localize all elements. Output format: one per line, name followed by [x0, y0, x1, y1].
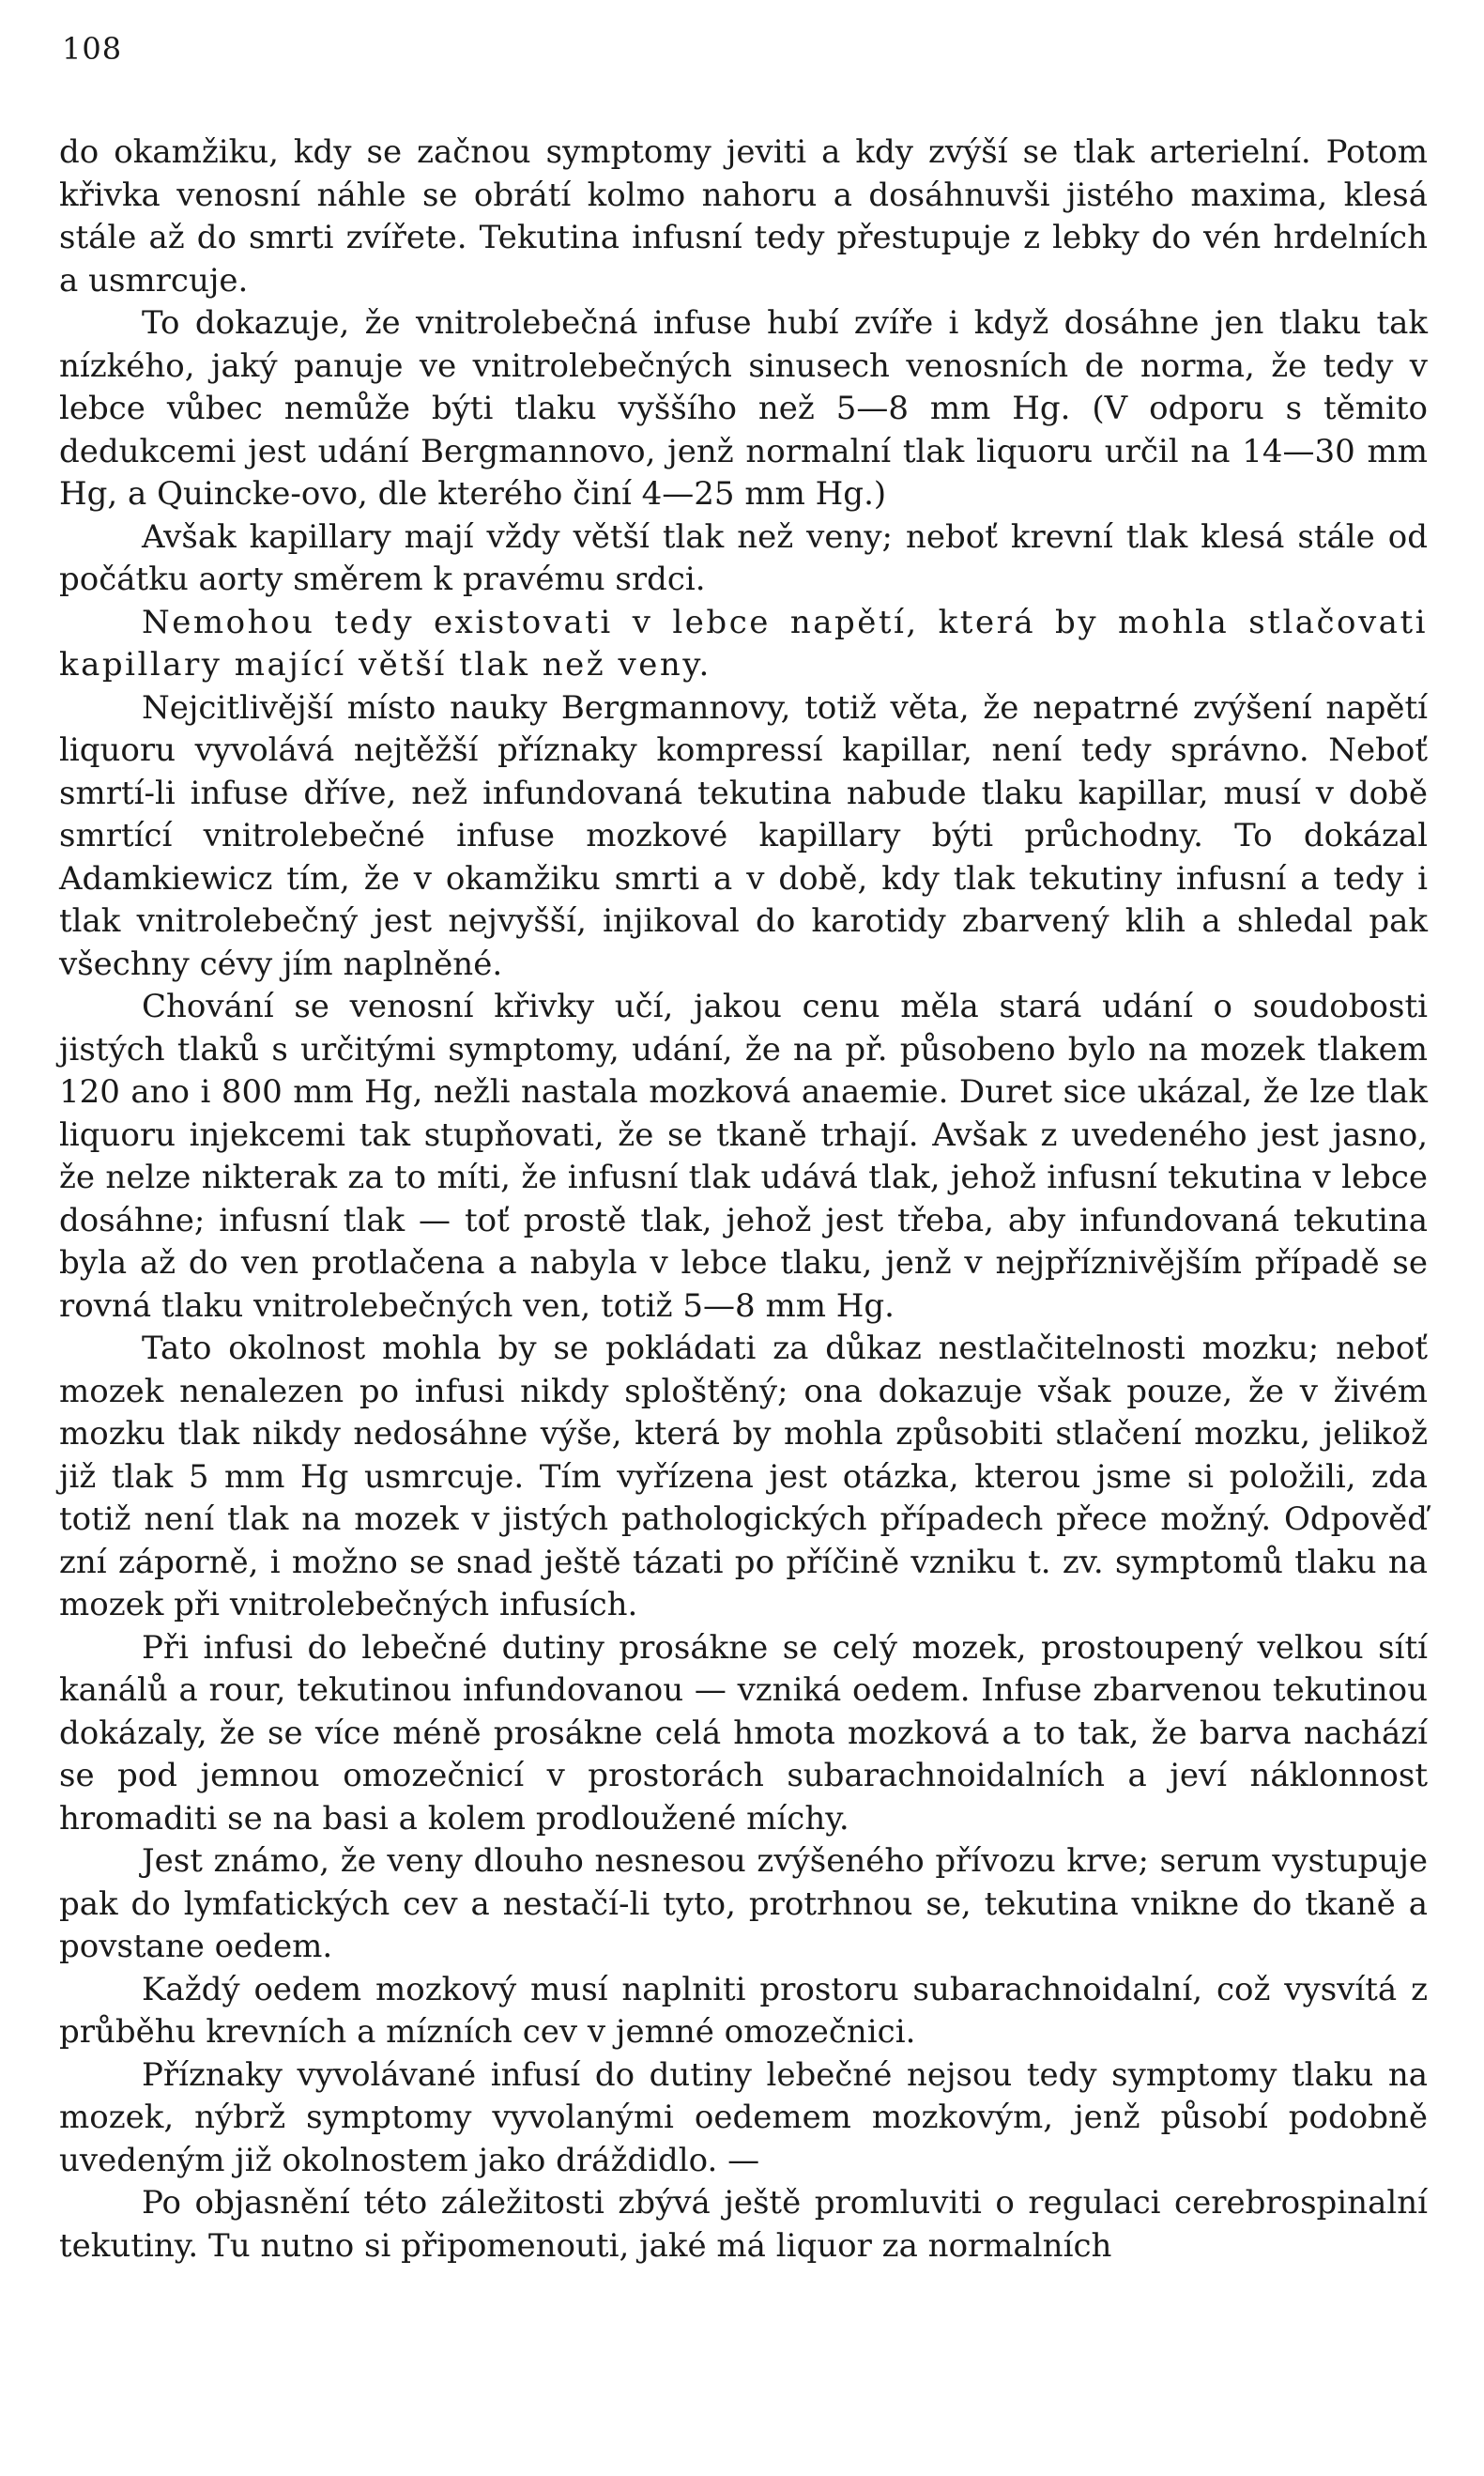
page-number: 108: [62, 31, 123, 67]
paragraph: Nejcitlivější místo nauky Bergmannovy, totiž věta, že nepatrné zvýšení napětí liquoru vyvolává nejtěžší příznaky kompressí kapillar, není tedy správno. Neboť smrtí-li infuse dříve, než infundovaná tekutina nabude tlaku kapillar, musí v době smrtící vnitrolebečné infuse mozkové kapillary býti průchodny. To dokázal Adamkiewicz tím, že v okamžiku smrti a v době, kdy tlak tekutiny infusní a tedy i tlak vnitrolebečný jest nejvyšší, injikoval do karotidy zbarvený klih a shledal pak všechny cévy jím naplněné.: [59, 688, 1428, 983]
paragraph: Každý oedem mozkový musí naplniti prostoru subarachnoidalní, což vysvítá z průběhu krevních a mízních cev v jemné omozečnici.: [59, 1970, 1428, 2051]
paragraph: Tato okolnost mohla by se pokládati za důkaz nestlačitelnosti mozku; neboť mozek nenalezen po infusi nikdy sploštěný; ona dokazuje však pouze, že v živém mozku tlak nikdy nedosáhne výše, která by mohla způsobiti stlačení mozku, jelikož již tlak 5 mm Hg usmrcuje. Tím vyřízena jest otázka, kterou jsme si položili, zda totiž není tlak na mozek v jistých pathologických případech přece možný. Odpověď zní záporně, i možno se snad ještě tázati po příčině vzniku t. zv. symptomů tlaku na mozek při vnitrolebečných infusích.: [59, 1330, 1428, 1623]
paragraph: Po objasnění této záležitosti zbývá ještě promluviti o regulaci cerebrospinalní tekutiny. Tu nutno si připomenouti, jaké má liquor za normalních: [59, 2184, 1428, 2265]
paragraph: Příznaky vyvolávané infusí do dutiny lebečné nejsou tedy symptomy tlaku na mozek, nýbrž symptomy vyvolanými oedemem mozkovým, jenž působí podobně uvedeným již okolnostem jako dráždidlo. —: [59, 2055, 1428, 2179]
paragraph: Chování se venosní křivky učí, jakou cenu měla stará udání o soudobosti jistých tlaků s určitými symptomy, udání, že na př. působeno bylo na mozek tlakem 120 ano i 800 mm Hg, nežli nastala mozková anaemie. Duret sice ukázal, že lze tlak liquoru injekcemi tak stupňovati, že se tkaně trhají. Avšak z uvedeného jest jasno, že nelze nikterak za to míti, že infusní tlak udává tlak, jehož infusní tekutina v lebce dosáhne; infusní tlak — toť prostě tlak, jehož jest třeba, aby infundovaná tekutina byla až do ven protlačena a nabyla v lebce tlaku, jenž v nejpříznivějším případě se rovná tlaku vnitrolebečných ven, totiž 5—8 mm Hg.: [59, 988, 1428, 1325]
paragraph: do okamžiku, kdy se začnou symptomy jeviti a kdy zvýší se tlak arterielní. Potom křivka venosní náhle se obrátí kolmo nahoru a dosáhnuvši jistého maxima, klesá stále až do smrti zvířete. Tekutina infusní tedy přestupuje z lebky do vén hrdelních a usmrcuje.: [59, 133, 1428, 300]
paragraph: Jest známo, že veny dlouho nesnesou zvýšeného přívozu krve; serum vystupuje pak do lymfatických cev a nestačí-li tyto, protrhnou se, tekutina vnikne do tkaně a povstane oedem.: [59, 1842, 1428, 1965]
paragraph: Při infusi do lebečné dutiny prosákne se celý mozek, prostoupený velkou sítí kanálů a rour, tekutinou infundovanou — vzniká oedem. Infuse zbarvenou tekutinou dokázaly, že se více méně prosákne celá hmota mozková a to tak, že barva nachází se pod jemnou omozečnicí v prostorách subarachnoidalních a jeví náklonnost hromaditi se na basi a kolem prodloužené míchy.: [59, 1628, 1428, 1838]
paragraph: Avšak kapillary mají vždy větší tlak než veny; neboť krevní tlak klesá stále od počátku aorty směrem k pravému srdci.: [59, 517, 1428, 598]
paragraph: To dokazuje, že vnitrolebečná infuse hubí zvíře i když dosáhne jen tlaku tak nízkého, jaký panuje ve vnitrolebečných sinusech venosních de norma, že tedy v lebce vůbec nemůže býti tlaku vyššího než 5—8 mm Hg. (V odporu s těmito dedukcemi jest udání Bergmannovo, jenž normalní tlak liquoru určil na 14—30 mm Hg, a Quincke-ovo, dle kterého činí 4—25 mm Hg.): [59, 304, 1428, 513]
body-text: [59, 131, 1428, 2268]
paragraph: Nemohou tedy existovati v lebce napětí, která by mohla stlačovati kapillary mající větší tlak než veny.: [59, 603, 1428, 684]
